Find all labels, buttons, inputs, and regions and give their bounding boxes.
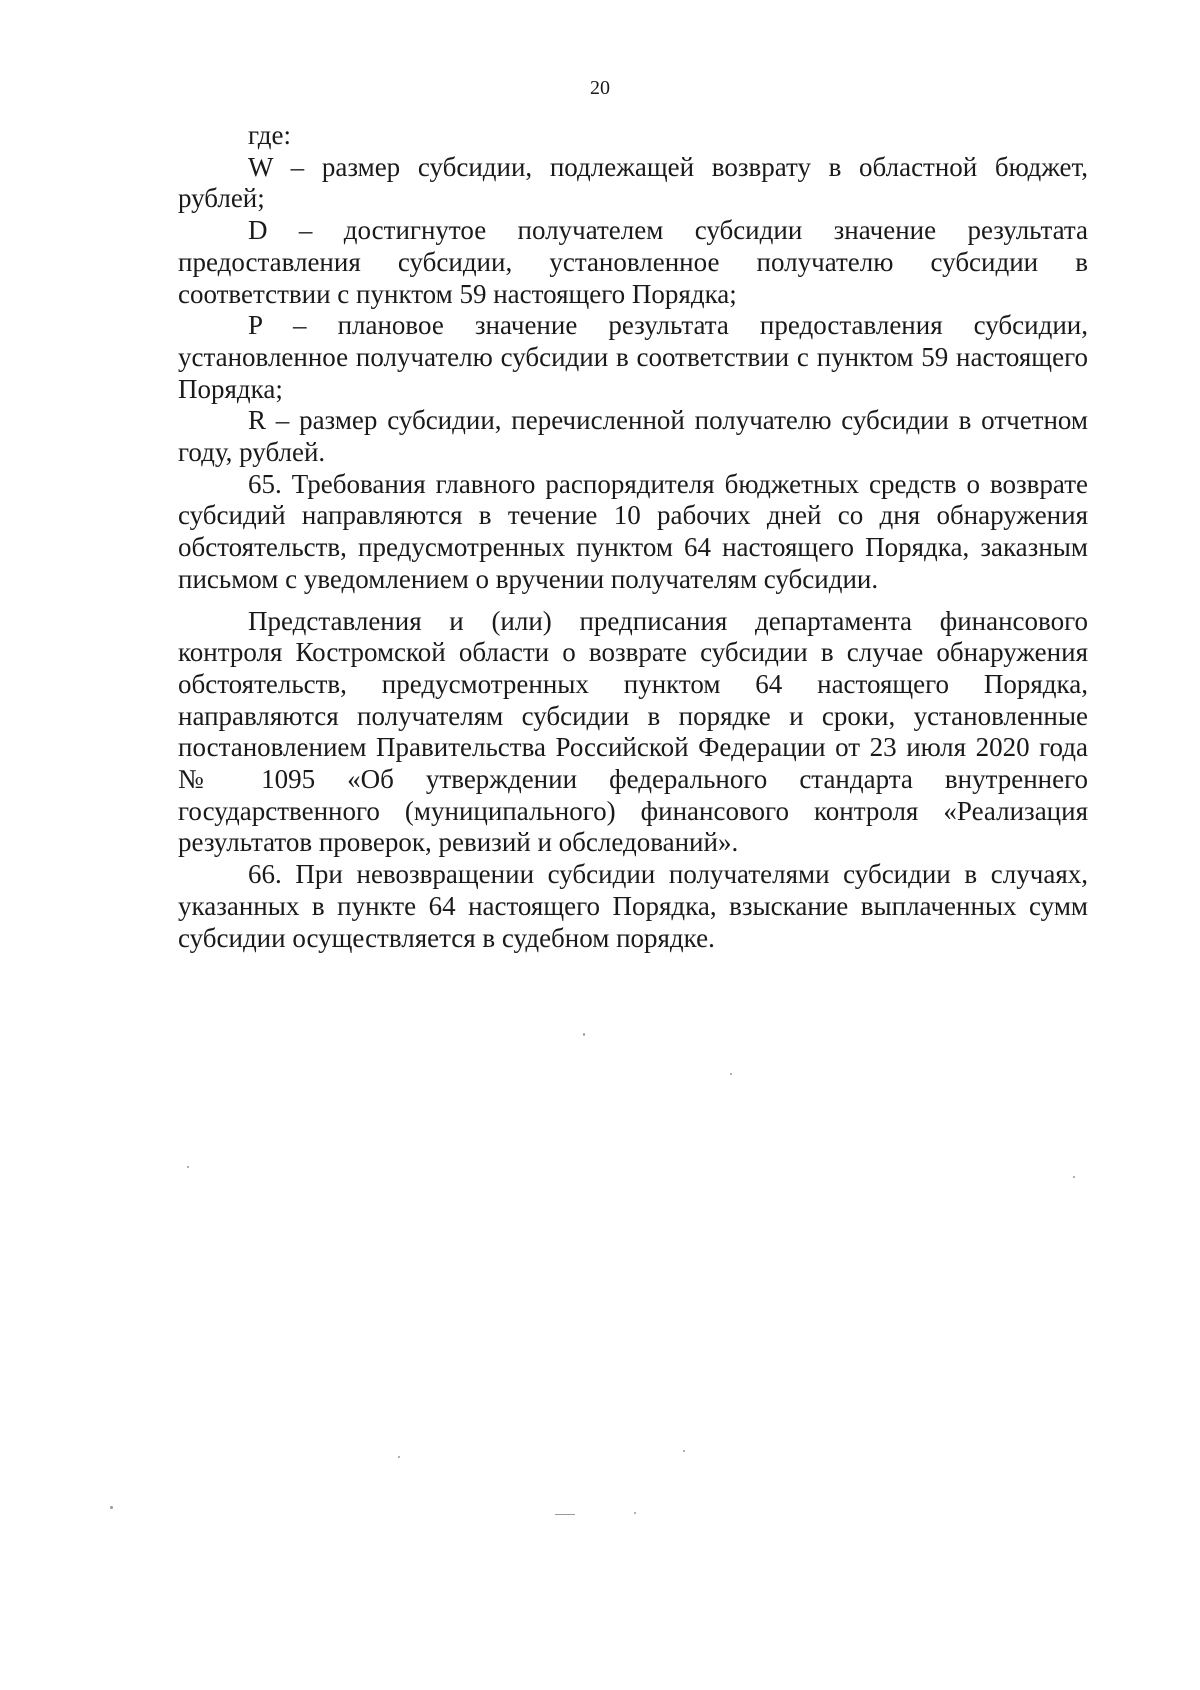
- scan-speck: [1073, 1176, 1075, 1178]
- scan-speck: [683, 1450, 685, 1452]
- page-number: 20: [590, 77, 610, 99]
- paragraph-item-65: 65. Требования главного распорядителя бюджетных средств о возврате субсидий направляются в течение 10 рабочих дней со дня обнаружения обстоятельств, предусмотренных пунктом 64 настоящего Порядка, заказным письмом с уведомлением о вручении получателям субсидии.: [178, 468, 1088, 594]
- scan-speck: [110, 1506, 113, 1509]
- paragraph-representations: Представления и (или) предписания департамента финансового контроля Костромской области о возврате субсидии в случае обнаружения обстоятельств, предусмотренных пунктом 64 настоящего Порядка, направляются получателям субсидии в порядке и сроки, установленные постановлением Правительства Российской Федерации от 23 июля 2020 года № 1095 «Об утверждении федерального стандарта внутреннего государственного (муниципального) финансового контроля «Реализация результатов проверок, ревизий и обследований».: [178, 605, 1088, 858]
- paragraph-item-66: 66. При невозвращении субсидии получателями субсидии в случаях, указанных в пункте 64 настоящего Порядка, взыскание выплаченных сумм субсидии осуществляется в судебном порядке.: [178, 859, 1088, 953]
- scan-speck: [634, 1512, 636, 1514]
- paragraph-definition-r: R – размер субсидии, перечисленной получателю субсидии в отчетном году, рублей.: [178, 405, 1088, 468]
- scan-speck: [583, 1033, 585, 1036]
- scan-speck: [187, 1166, 189, 1168]
- scan-speck: [555, 1514, 575, 1515]
- scan-speck: [730, 1073, 732, 1075]
- paragraph-definition-d: D – достигнутое получателем субсидии значение результата предоставления субсидии, установленное получателю субсидии в соответствии с пунктом 59 настоящего Порядка;: [178, 215, 1088, 309]
- paragraph-where: где:: [248, 120, 291, 150]
- document-body: [178, 120, 1088, 954]
- paragraph-definition-w: W – размер субсидии, подлежащей возврату в областной бюджет, рублей;: [178, 151, 1088, 214]
- scan-speck: [398, 1456, 400, 1458]
- paragraph-definition-p: P – плановое значение результата предоставления субсидии, установленное получателю субсидии в соответствии с пунктом 59 настоящего Порядка;: [178, 310, 1088, 404]
